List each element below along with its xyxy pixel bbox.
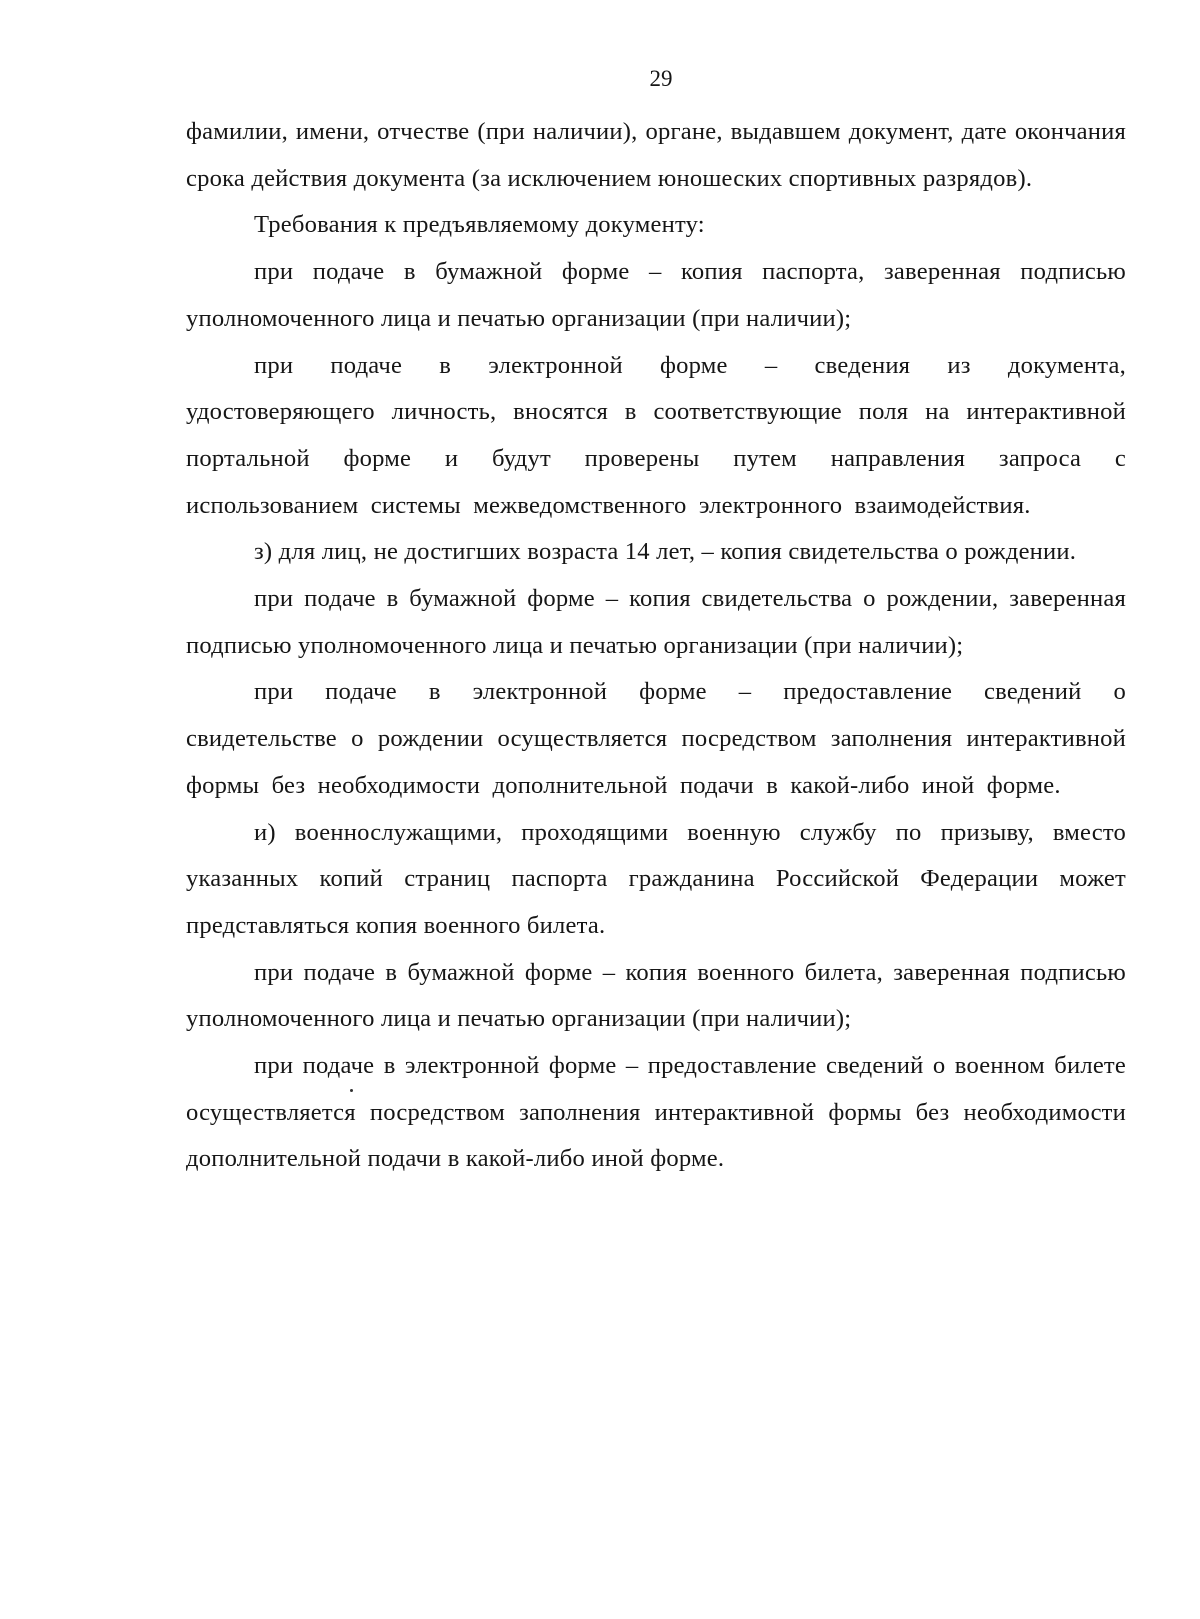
document-body — [186, 109, 1126, 1183]
paragraph: при подаче в бумажной форме – копия паспорта, заверенная подписью уполномоченного лица и печатью организации (при наличии); — [186, 258, 1126, 332]
paragraph: при подаче в электронной форме – предоставление сведений о свидетельстве о рождении осуществляется посредством заполнения интерактивной формы без необходимости дополнительной подачи в какой-либо иной форме. — [186, 678, 1126, 799]
paragraph: и) военнослужащими, проходящими военную службу по призыву, вместо указанных копий страниц паспорта гражданина Российской Федерации может представляться копия военного билета. — [186, 818, 1126, 939]
page-number: 29 — [649, 66, 673, 91]
scan-artifact-dot — [350, 1089, 353, 1092]
paragraph: при подаче в бумажной форме – копия свидетельства о рождении, заверенная подписью уполномоченного лица и печатью организации (при наличии); — [186, 585, 1126, 659]
paragraph: фамилии, имени, отчестве (при наличии), органе, выдавшем документ, дате окончания срока действия документа (за исключением юношеских спортивных разрядов). — [186, 118, 1126, 192]
paragraph: з) для лиц, не достигших возраста 14 лет, – копия свидетельства о рождении. — [254, 538, 1077, 566]
paragraph: при подаче в электронной форме – предоставление сведений о военном билете осуществляется посредством заполнения интерактивной формы без необходимости дополнительной подачи в какой-либо иной форме. — [186, 1052, 1126, 1173]
paragraph: Требования к предъявляемому документу: — [254, 211, 705, 239]
paragraph: при подаче в бумажной форме – копия военного билета, заверенная подписью уполномоченного лица и печатью организации (при наличии); — [186, 958, 1126, 1033]
paragraph: при подаче в электронной форме – сведения из документа, удостоверяющего личность, вносятся в соответствующие поля на интерактивной портальной форме и будут проверены путем направления запроса с использованием системы межведомственного электронного взаимодействия. — [186, 351, 1126, 519]
